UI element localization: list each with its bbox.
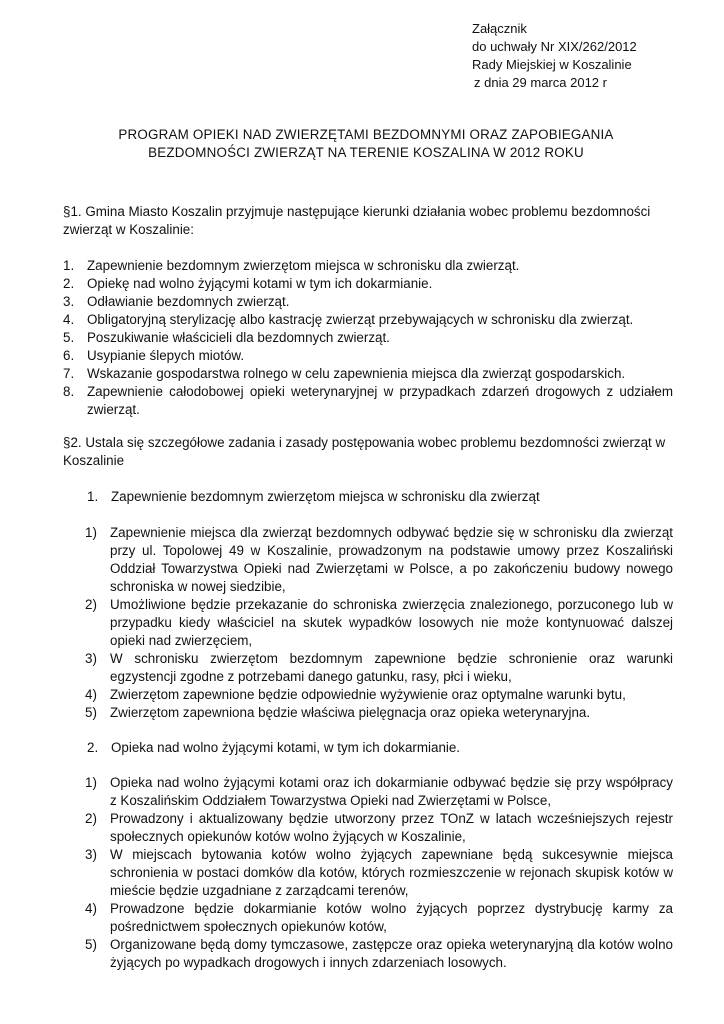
- item-text: Usypianie ślepych miotów.: [87, 348, 245, 363]
- section-1-list: [63, 257, 673, 419]
- title-line: PROGRAM OPIEKI NAD ZWIERZĘTAMI BEZDOMNYMI ORAZ ZAPOBIEGANIA: [118, 127, 614, 142]
- heading-number: 1.: [87, 489, 99, 504]
- item-text: Odławianie bezdomnych zwierząt.: [87, 294, 290, 309]
- title-line: BEZDOMNOŚCI ZWIERZĄT NA TERENIE KOSZALINA W 2012 ROKU: [148, 145, 584, 160]
- section-2-intro: §2. Ustala się szczegółowe zadania i zasady postępowania wobec problemu bezdomności zwierząt w Koszalinie: [63, 435, 666, 468]
- list-item: [63, 686, 673, 704]
- list-item: [63, 257, 673, 275]
- section-1-intro: §1. Gmina Miasto Koszalin przyjmuje następujące kierunki działania wobec problemu bezdomności zwierząt w Koszalinie:: [63, 204, 651, 237]
- item-number: 2): [85, 597, 97, 612]
- heading-text: Zapewnienie bezdomnym zwierzętom miejsca w schronisku dla zwierząt: [111, 489, 540, 504]
- list-item: [63, 311, 673, 329]
- item-number: 6.: [63, 348, 75, 363]
- item-number: 1.: [63, 258, 75, 273]
- item-text: Wskazanie gospodarstwa rolnego w celu zapewnienia miejsca dla zwierząt gospodarskich.: [87, 366, 626, 381]
- item-number: 7.: [63, 366, 75, 381]
- list-item: [63, 650, 673, 686]
- annex-line: do uchwały Nr XIX/262/2012: [472, 39, 637, 54]
- heading-number: 2.: [87, 740, 99, 755]
- annex-line: Załącznik: [472, 21, 527, 36]
- item-text: Opiekę nad wolno żyjącymi kotami w tym ich dokarmianie.: [87, 276, 433, 291]
- item-text: Prowadzony i aktualizowany będzie utworzony przez TOnZ w latach wcześniejszych rejestr społecznych opiekunów kotów wolno żyjących w Koszalinie,: [110, 811, 673, 844]
- list-item: [63, 936, 673, 972]
- item-number: 4.: [63, 312, 75, 327]
- list-item: [63, 704, 673, 722]
- item-text: Umożliwione będzie przekazanie do schroniska zwierzęcia znalezionego, porzuconego lub w przypadku kiedy właściciel na skutek wypadków losowych nie może kontynuować dalszej opieki nad zwierzęciem,: [110, 597, 673, 648]
- document-title: [60, 126, 672, 162]
- item-text: Zapewnienie bezdomnym zwierzętom miejsca w schronisku dla zwierząt.: [87, 258, 520, 273]
- section-2-2-heading: [63, 739, 673, 757]
- item-text: Zapewnienie całodobowej opieki weterynaryjnej w przypadkach zdarzeń drogowych z udziałem zwierząt.: [87, 384, 673, 417]
- annex-header: [472, 20, 712, 92]
- item-number: 1): [85, 525, 97, 540]
- list-item: [63, 524, 673, 596]
- section-2-2-list: [63, 774, 673, 972]
- annex-line: z dnia 29 marca 2012 r: [474, 75, 607, 90]
- item-number: 4): [85, 901, 97, 916]
- list-item: [63, 774, 673, 810]
- annex-line: Rady Miejskiej w Koszalinie: [472, 57, 632, 72]
- item-number: 3): [85, 651, 97, 666]
- list-item: [63, 846, 673, 900]
- item-text: Opieka nad wolno żyjącymi kotami oraz ich dokarmianie odbywać będzie się przy współpracy z Koszalińskim Oddziałem Towarzystwa Opieki nad Zwierzętami w Polsce,: [110, 775, 673, 808]
- item-text: Zwierzętom zapewnione będzie odpowiednie wyżywienie oraz optymalne warunki bytu,: [110, 687, 626, 702]
- list-item: [63, 810, 673, 846]
- item-text: W miejscach bytowania kotów wolno żyjących zapewniane będą sukcesywnie miejsca schronienia w postaci domków dla kotów, których rozmieszczenie w rejonach skupisk kotów w mieście będzie uzgadniane z zarządcami terenów,: [110, 847, 673, 898]
- item-number: 1): [85, 775, 97, 790]
- list-item: [63, 347, 673, 365]
- item-number: 2.: [63, 276, 75, 291]
- item-number: 2): [85, 811, 97, 826]
- item-number: 5): [85, 937, 97, 952]
- item-text: Prowadzone będzie dokarmianie kotów wolno żyjących poprzez dystrybucję karmy za pośrednictwem społecznych opiekunów kotów,: [110, 901, 673, 934]
- item-text: Organizowane będą domy tymczasowe, zastępcze oraz opieka weterynaryjną dla kotów wolno żyjących po wypadkach drogowych i innych zdarzeniach losowych.: [110, 937, 673, 970]
- list-item: [63, 275, 673, 293]
- list-item: [63, 900, 673, 936]
- item-number: 8.: [63, 384, 75, 399]
- list-item: [63, 329, 673, 347]
- section-2-1-heading: [63, 488, 673, 506]
- list-item: [63, 596, 673, 650]
- item-text: Zapewnienie miejsca dla zwierząt bezdomnych odbywać będzie się w schronisku dla zwierząt przy ul. Topolowej 49 w Koszalinie, prowadzonym na podstawie umowy przez Koszaliński Oddział Towarzystwa Opieki nad Zwierzętami w Polsce, a po zakończeniu budowy nowego schroniska w nowej siedzibie,: [110, 525, 673, 594]
- item-number: 5): [85, 705, 97, 720]
- item-text: Poszukiwanie właścicieli dla bezdomnych zwierząt.: [87, 330, 390, 345]
- subsection-heading: [63, 739, 673, 757]
- item-number: 3.: [63, 294, 75, 309]
- item-text: W schronisku zwierzętom bezdomnym zapewnione będzie schronienie oraz warunki egzystencji zgodne z potrzebami danego gatunku, rasy, płci i wieku,: [110, 651, 673, 684]
- list-item: [63, 383, 673, 419]
- item-text: Obligatoryjną sterylizację albo kastrację zwierząt przebywających w schronisku dla zwierząt.: [87, 312, 634, 327]
- item-number: 5.: [63, 330, 75, 345]
- item-text: Zwierzętom zapewniona będzie właściwa pielęgnacja oraz opieka weterynaryjna.: [110, 705, 591, 720]
- section-2-1-list: [63, 524, 673, 722]
- list-item: [63, 293, 673, 311]
- list-item: [63, 365, 673, 383]
- item-number: 4): [85, 687, 97, 702]
- subsection-heading: [63, 488, 673, 506]
- heading-text: Opieka nad wolno żyjącymi kotami, w tym ich dokarmianie.: [111, 740, 461, 755]
- item-number: 3): [85, 847, 97, 862]
